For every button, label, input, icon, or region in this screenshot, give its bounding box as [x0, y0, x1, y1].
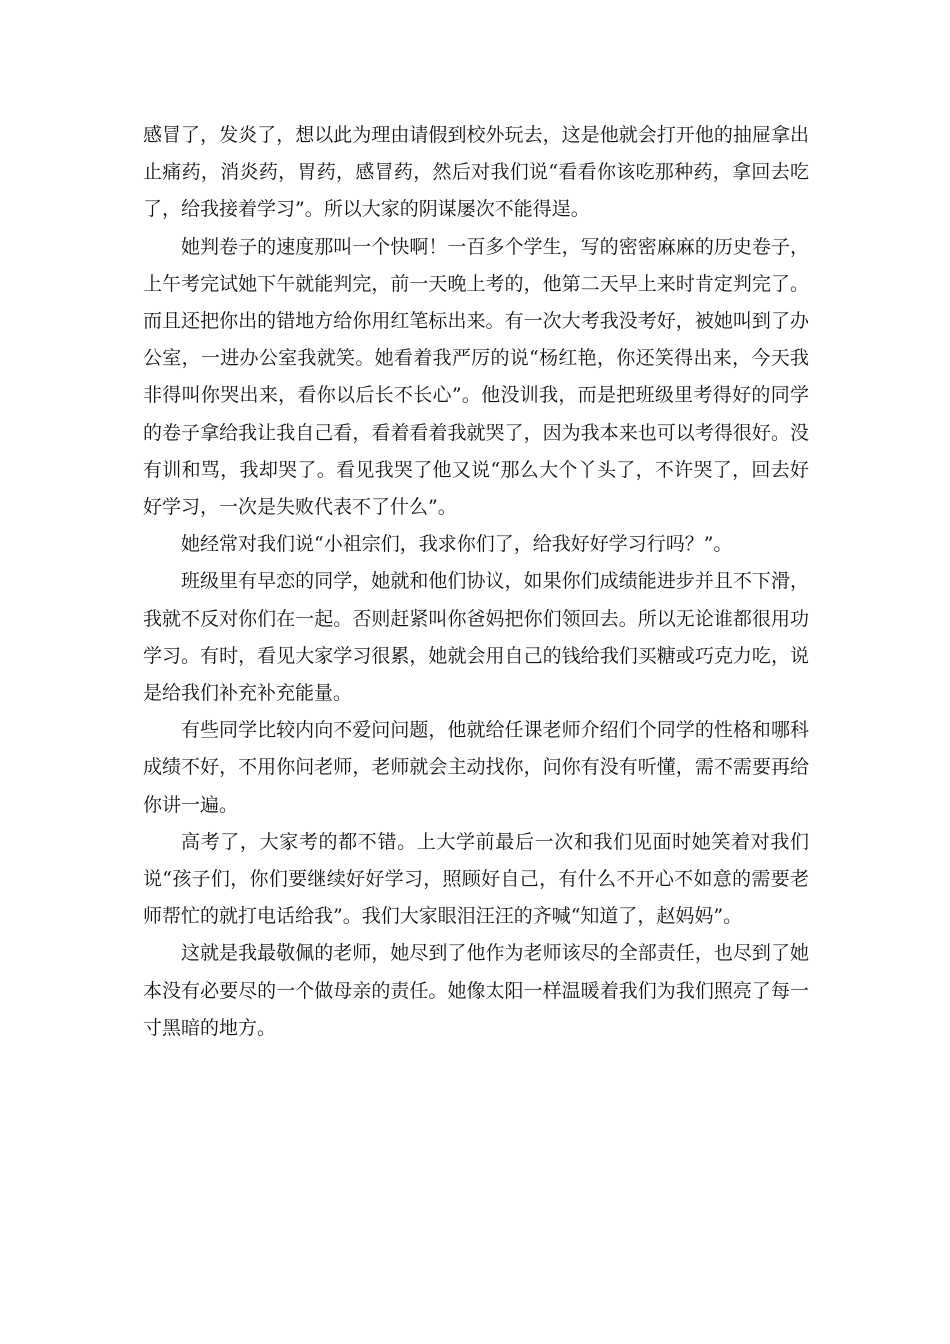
paragraph-introverted: 有些同学比较内向不爱问问题，他就给任课老师介绍们个同学的性格和哪科成绩不好，不用你问老师，老师就会主动找你，问你有没有听懂，需不需要再给你讲一遍。	[143, 719, 809, 816]
paragraph-gaokao: 高考了，大家考的都不错。上大学前最后一次和我们见面时她笑着对我们说“孩子们，你们要继续好好学习，照顾好自己，有什么不开心不如意的需要老师帮忙的就打电话给我”。我们大家眼泪汪汪的齐喊“知道了，赵妈妈”。	[143, 830, 809, 928]
document-body	[143, 117, 809, 1047]
paragraph-quote: 她经常对我们说“小祖宗们，我求你们了，给我好好学习行吗？”。	[181, 533, 733, 556]
paragraph-grading: 她判卷子的速度那叫一个快啊！一百多个学生，写的密密麻麻的历史卷子，上午考完试她下午就能判完，前一天晚上考的，他第二天早上来时肯定判完了。而且还把你出的错地方给你用红笔标出来。有一次大考我没考好，被她叫到了办公室，一进办公室我就笑。她看着我严厉的说“杨红艳，你还笑得出来，今天我非得叫你哭出来，看你以后长不长心”。他没训我，而是把班级里考得好的同学的卷子拿给我让我自己看，看着看着我就哭了，因为我本来也可以考得很好。没有训和骂，我却哭了。看见我哭了他又说“那么大个丫头了，不许哭了，回去好好学习，一次是失败代表不了什么”。	[143, 235, 809, 519]
paragraph-conclusion: 这就是我最敬佩的老师，她尽到了他作为老师该尽的全部责任，也尽到了她本没有必要尽的一个做母亲的责任。她像太阳一样温暖着我们为我们照亮了每一寸黑暗的地方。	[143, 942, 809, 1039]
paragraph-continuation: 感冒了，发炎了，想以此为理由请假到校外玩去，这是他就会打开他的抽屉拿出止痛药，消炎药，胃药，感冒药，然后对我们说“看看你该吃那种药，拿回去吃了，给我接着学习”。所以大家的阴谋屡次不能得逞。	[143, 124, 809, 221]
paragraph-early-love: 班级里有早恋的同学，她就和他们协议，如果你们成绩能进步并且不下滑，我就不反对你们在一起。否则赶紧叫你爸妈把你们领回去。所以无论谁都很用功学习。有时，看见大家学习很累，她就会用自己的钱给我们买糖或巧克力吃，说是给我们补充补充能量。	[143, 570, 809, 705]
